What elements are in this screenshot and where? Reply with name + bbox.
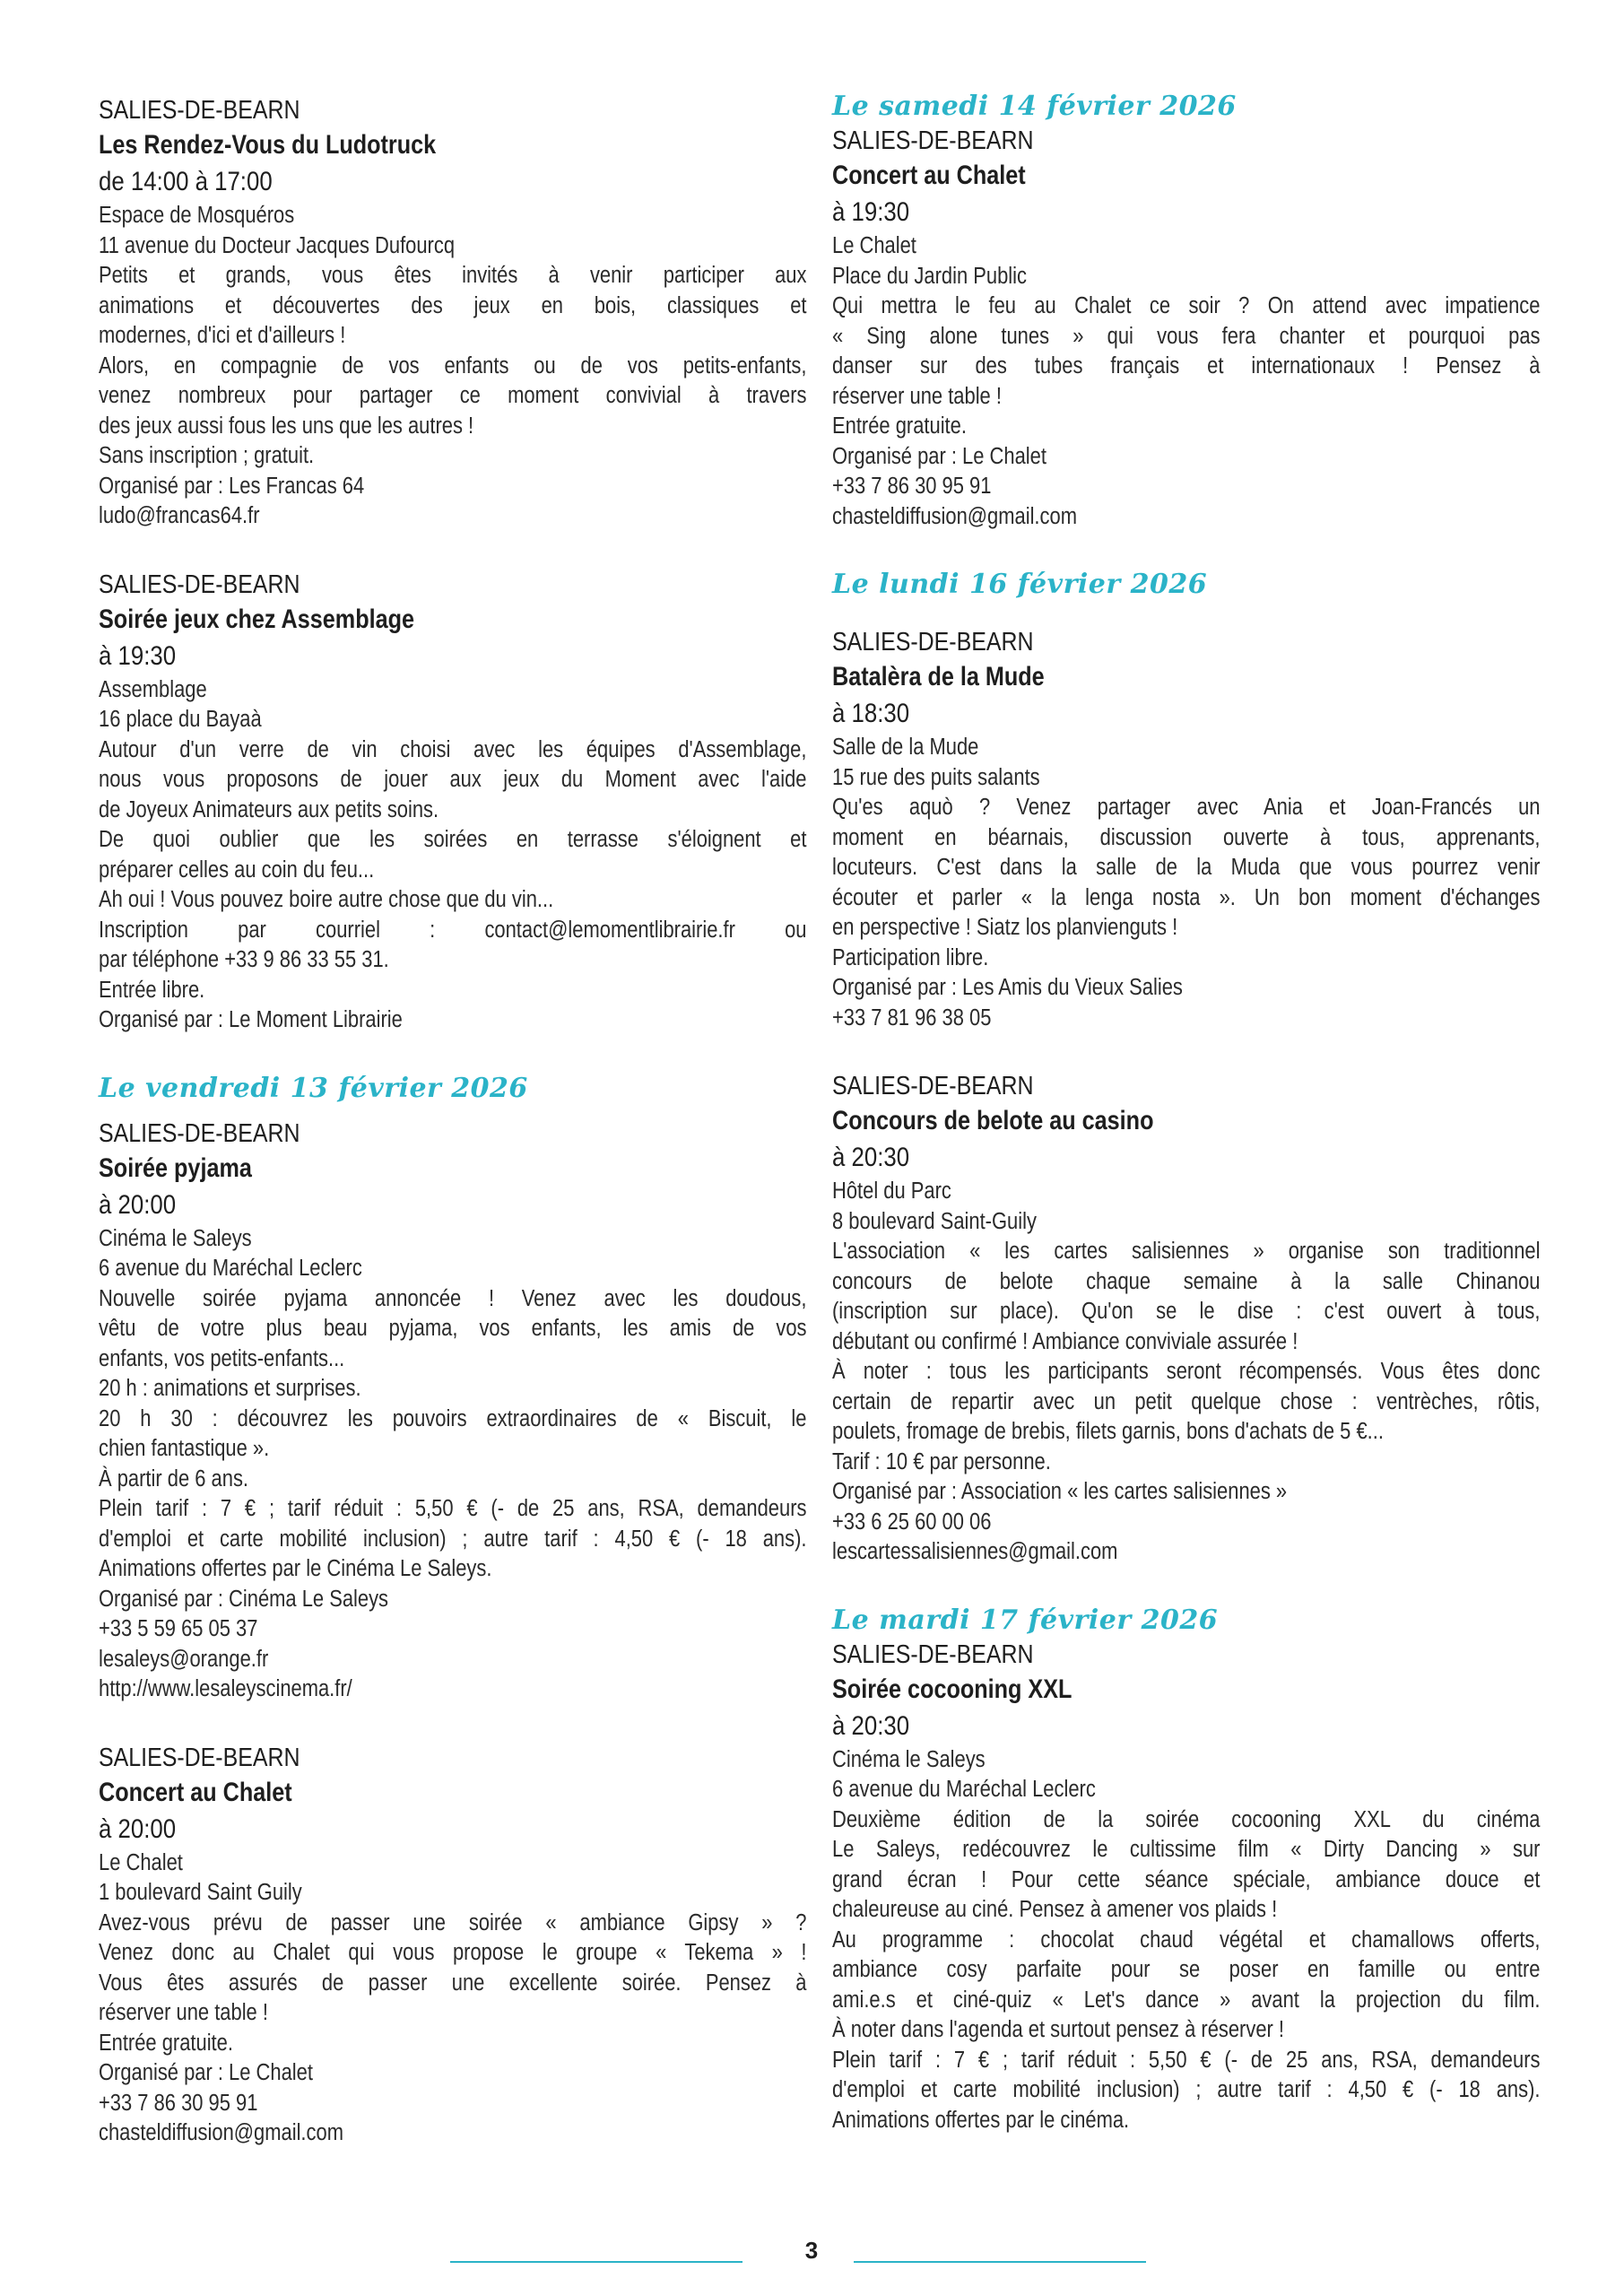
text-line: venez nombreux pour partager ce moment convivial à travers	[99, 383, 807, 408]
text-line: +33 6 25 60 00 06	[832, 1509, 992, 1535]
text-line: +33 7 81 96 38 05	[832, 1004, 992, 1031]
event-town: SALIES-DE-BEARN	[99, 96, 300, 125]
text-line: Ah oui ! Vous pouvez boire autre chose que du vin...	[99, 887, 554, 912]
text-line: Organisé par : Le Chalet	[99, 2060, 313, 2085]
text-line: Organisé par : Les Francas 64	[99, 473, 365, 499]
event-description	[99, 1224, 806, 1705]
text-line: Inscription par courriel : contact@lemomentlibrairie.fr ou	[99, 917, 807, 943]
event-ludotruck	[99, 93, 807, 532]
text-line: L'association « les cartes salisiennes » organise son traditionnel	[832, 1239, 1541, 1264]
text-line: nous vous proposons de jouer aux jeux du Moment avec l'aide	[99, 767, 807, 792]
text-line: Tarif : 10 € par personne.	[832, 1448, 1051, 1474]
text-line: enfants, vos petits-enfants...	[99, 1345, 345, 1371]
text-line: par téléphone +33 9 86 33 55 31.	[99, 947, 389, 972]
text-line: écouter et parler « la lenga nosta ». Un bon moment d'échanges	[832, 884, 1541, 910]
text-line: d'emploi et carte mobilité inclusion) ; autre tarif : 4,50 € (- 18 ans).	[832, 2077, 1541, 2102]
event-title: Soirée jeux chez Assemblage	[99, 604, 415, 634]
date-heading: Le mardi 17 février 2026	[832, 1604, 1219, 1636]
text-line: Avez-vous prévu de passer une soirée « ambiance Gipsy » ?	[99, 1909, 807, 1935]
text-line: Cinéma le Saleys	[832, 1746, 986, 1772]
text-line: concours de belote chaque semaine à la salle Chinanou	[832, 1268, 1541, 1294]
text-line: Entrée gratuite.	[99, 2030, 233, 2056]
event-title: Batalèra de la Mude	[832, 662, 1045, 691]
event-title: Les Rendez-Vous du Ludotruck	[99, 130, 437, 160]
event-town: SALIES-DE-BEARN	[99, 1743, 300, 1772]
text-line: en perspective ! Siatz los planvienguts !	[832, 915, 1178, 940]
text-line: Cinéma le Saleys	[99, 1225, 252, 1251]
text-line: 15 rue des puits salants	[832, 764, 1040, 790]
text-line: Organisé par : Le Chalet	[832, 443, 1046, 469]
text-line: Entrée gratuite.	[832, 413, 967, 439]
text-line: réserver une table !	[832, 383, 1002, 409]
text-line: Salle de la Mude	[832, 735, 979, 760]
text-line: Place du Jardin Public	[832, 263, 1027, 289]
event-description	[832, 1745, 1540, 2136]
text-line: Le Saleys, redécouvrez le cultissime film « Dirty Dancing » sur	[832, 1837, 1541, 1862]
text-line: Organisé par : Cinéma Le Saleys	[99, 1586, 389, 1612]
page-number: 3	[804, 2237, 819, 2264]
event-title: Concert au Chalet	[99, 1777, 292, 1807]
text-line: Organisé par : Le Moment Librairie	[99, 1007, 403, 1032]
text-line: ami.e.s et ciné-quiz « Let's dance » avant la projection du film.	[832, 1987, 1541, 2013]
text-line: Qui mettra le feu au Chalet ce soir ? On attend avec impatience	[832, 293, 1541, 318]
event-description	[99, 201, 806, 532]
text-line: chien fantastique ».	[99, 1436, 270, 1461]
event-soiree-jeux	[99, 568, 807, 1036]
text-line: ambiance cosy parfaite pour se poser en famille ou entre	[832, 1957, 1541, 1982]
text-line: 8 boulevard Saint-Guily	[832, 1208, 1037, 1234]
event-description	[99, 1848, 806, 2149]
text-line: Au programme : chocolat chaud végétal et chamallows offerts,	[832, 1926, 1541, 1952]
email-link[interactable]: lesaleys@orange.fr	[99, 1646, 269, 1672]
event-time: à 18:30	[832, 699, 910, 728]
event-title: Soirée cocooning XXL	[832, 1674, 1073, 1704]
text-line: d'emploi et carte mobilité inclusion) ; autre tarif : 4,50 € (- 18 ans).	[99, 1526, 807, 1552]
event-description	[832, 1177, 1540, 1568]
text-line: réserver une table !	[99, 2000, 268, 2025]
event-title: Concours de belote au casino	[832, 1106, 1154, 1135]
text-line: poulets, fromage de brebis, filets garnis, bons d'achats de 5 €...	[832, 1419, 1384, 1444]
text-line: préparer celles au coin du feu...	[99, 857, 375, 883]
text-line: +33 7 86 30 95 91	[832, 474, 992, 499]
text-line: 16 place du Bayaà	[99, 707, 262, 732]
event-belote	[832, 1069, 1541, 1568]
text-line: +33 7 86 30 95 91	[99, 2090, 258, 2116]
event-town: SALIES-DE-BEARN	[832, 628, 1034, 657]
text-line: Petits et grands, vous êtes invités à venir participer aux	[99, 263, 807, 288]
event-description	[99, 675, 806, 1036]
text-line: 1 boulevard Saint Guily	[99, 1880, 302, 1905]
event-time: à 20:30	[832, 1710, 910, 1741]
text-line: Plein tarif : 7 € ; tarif réduit : 5,50 € (- de 25 ans, RSA, demandeurs	[99, 1496, 807, 1521]
text-line: moment en béarnais, discussion ouverte à tous, apprenants,	[832, 824, 1541, 850]
email-link[interactable]: chasteldiffusion@gmail.com	[832, 503, 1077, 529]
event-description	[832, 231, 1540, 532]
text-line: Organisé par : Les Amis du Vieux Salies	[832, 975, 1183, 1000]
text-line: Plein tarif : 7 € ; tarif réduit : 5,50 € (- de 25 ans, RSA, demandeurs	[832, 2047, 1541, 2073]
event-town: SALIES-DE-BEARN	[832, 126, 1034, 155]
text-line: grand écran ! Pour cette séance spéciale, ambiance douce et	[832, 1866, 1541, 1892]
date-heading: Le vendredi 13 février 2026	[99, 1072, 528, 1104]
text-line: (inscription sur place). Qu'on se le dise : c'est ouvert à tous,	[832, 1299, 1541, 1324]
event-title: Soirée pyjama	[99, 1152, 252, 1183]
text-line: À noter : tous les participants seront récompensés. Vous êtes donc	[832, 1359, 1541, 1384]
event-time: à 20:30	[832, 1143, 910, 1172]
text-line: Le Chalet	[99, 1849, 183, 1875]
text-line: Espace de Mosquéros	[99, 203, 295, 228]
event-time: à 20:00	[99, 1813, 177, 1844]
event-batalera	[832, 625, 1541, 1033]
text-line: 11 avenue du Docteur Jacques Dufourcq	[99, 232, 456, 258]
text-line: Entrée libre.	[99, 977, 205, 1003]
text-line: modernes, d'ici et d'ailleurs !	[99, 323, 346, 348]
event-cocooning	[832, 1638, 1541, 2136]
text-line: Deuxième édition de la soirée cocooning XXL du cinéma	[832, 1806, 1541, 1832]
text-line: Alors, en compagnie de vos enfants ou de vos petits-enfants,	[99, 352, 807, 378]
date-heading: Le samedi 14 février 2026	[832, 91, 1237, 122]
footer-rule-left	[450, 2261, 743, 2263]
event-time: à 20:00	[99, 1189, 177, 1220]
text-line: Vous êtes assurés de passer une excellente soirée. Pensez à	[99, 1970, 807, 1996]
event-time: de 14:00 à 17:00	[99, 167, 273, 196]
text-line: locuteurs. C'est dans la salle de la Muda que vous pourrez venir	[832, 855, 1541, 880]
text-line: Venez donc au Chalet qui vous propose le groupe « Tekema » !	[99, 1940, 807, 1965]
event-town: SALIES-DE-BEARN	[99, 1118, 300, 1148]
text-line: Animations offertes par le Cinéma Le Saleys.	[99, 1556, 492, 1581]
text-line: Autour d'un verre de vin choisi avec les équipes d'Assemblage,	[99, 736, 807, 762]
event-town: SALIES-DE-BEARN	[832, 1639, 1034, 1669]
text-line: « Sing alone tunes » qui vous fera chanter et pourquoi pas	[832, 323, 1541, 349]
text-line: Animations offertes par le cinéma.	[832, 2107, 1130, 2133]
left-column	[99, 93, 807, 2185]
text-line: chaleureuse au ciné. Pensez à amener vos plaids !	[832, 1897, 1278, 1922]
text-line: De quoi oublier que les soirées en terrasse s'éloignent et	[99, 827, 807, 852]
event-description	[832, 733, 1540, 1033]
text-line: Participation libre.	[832, 944, 989, 970]
date-heading: Le lundi 16 février 2026	[832, 569, 1208, 600]
text-line: Assemblage	[99, 676, 207, 702]
text-line: À partir de 6 ans.	[99, 1465, 249, 1492]
event-time: à 19:30	[99, 640, 177, 671]
website-link[interactable]: http://www.lesaleyscinema.fr/	[99, 1676, 352, 1701]
text-line: certain de repartir avec un petit quelque chose : ventrèches, rôtis,	[832, 1388, 1541, 1414]
event-town: SALIES-DE-BEARN	[832, 1072, 1034, 1100]
text-line: vêtu de votre plus beau pyjama, vos enfants, les amis de vos	[99, 1316, 807, 1341]
text-line: 20 h : animations et surprises.	[99, 1376, 361, 1401]
text-line: débutant ou confirmé ! Ambiance conviviale assurée !	[832, 1328, 1298, 1354]
text-line: +33 5 59 65 05 37	[99, 1616, 258, 1641]
event-concert-chalet-13	[99, 1741, 807, 2149]
text-line: animations et découvertes des jeux en bois, classiques et	[99, 292, 807, 318]
footer-rule-right	[854, 2261, 1146, 2263]
text-line: Hôtel du Parc	[832, 1178, 951, 1204]
text-line: Qu'es aquò ? Venez partager avec Ania et Joan-Francés un	[832, 795, 1541, 820]
right-column	[832, 90, 1541, 2171]
text-line: Le Chalet	[832, 233, 916, 258]
text-line: danser sur des tubes français et internationaux ! Pensez à	[832, 353, 1541, 378]
text-line: 6 avenue du Maréchal Leclerc	[832, 1777, 1096, 1802]
event-town: SALIES-DE-BEARN	[99, 570, 300, 599]
text-line: Nouvelle soirée pyjama annoncée ! Venez avec les doudous,	[99, 1285, 807, 1311]
text-line: 20 h 30 : découvrez les pouvoirs extraordinaires de « Biscuit, le	[99, 1405, 807, 1431]
email-link[interactable]: ludo@francas64.fr	[99, 503, 260, 528]
text-line: Sans inscription ; gratuit.	[99, 443, 315, 468]
text-line: À noter dans l'agenda et surtout pensez à réserver !	[832, 2017, 1285, 2042]
email-link[interactable]: lescartessalisiennes@gmail.com	[832, 1539, 1118, 1564]
event-soiree-pyjama	[99, 1117, 807, 1705]
email-link[interactable]: chasteldiffusion@gmail.com	[99, 2120, 343, 2145]
event-title: Concert au Chalet	[832, 161, 1026, 190]
event-concert-chalet-14	[832, 124, 1541, 532]
text-line: Organisé par : Association « les cartes salisiennes »	[832, 1479, 1288, 1504]
text-line: de Joyeux Animateurs aux petits soins.	[99, 796, 439, 822]
event-time: à 19:30	[832, 197, 910, 227]
text-line: 6 avenue du Maréchal Leclerc	[99, 1256, 362, 1281]
text-line: des jeux aussi fous les uns que les autres !	[99, 413, 474, 439]
